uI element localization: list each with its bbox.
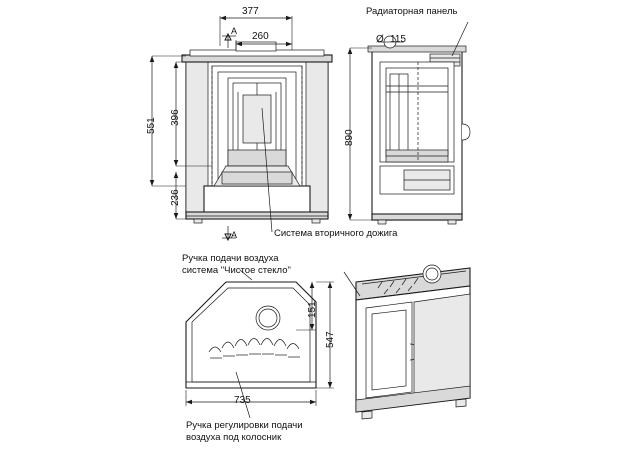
dim-front-height-upper: 396: [170, 109, 181, 126]
dim-top-width: 735: [234, 395, 251, 406]
section-mark-bottom: A: [231, 230, 238, 240]
dim-flue-diameter: 115: [390, 34, 406, 45]
dim-front-width-inner: 260: [252, 31, 269, 42]
label-secondary-burn: Система вторичного дожига: [274, 228, 398, 239]
label-air-supply-handle-line2: система "Чистое стекло": [182, 265, 291, 276]
dim-side-height: 890: [344, 129, 355, 146]
diameter-symbol: Ø: [376, 34, 384, 45]
label-grate-air-handle-line2: воздуха под колосник: [186, 432, 282, 443]
section-mark-top: A: [231, 26, 238, 36]
dim-front-height-total: 551: [146, 117, 157, 134]
dim-front-width-total: 377: [242, 6, 259, 17]
label-air-supply-handle-line1: Ручка подачи воздуха: [182, 253, 279, 264]
label-grate-air-handle-line1: Ручка регулировки подачи: [186, 420, 303, 431]
dim-top-depth: 547: [325, 331, 336, 348]
label-radiator-panel: Радиаторная панель: [366, 6, 458, 17]
dim-top-inner-depth: 151: [307, 301, 318, 318]
dim-front-height-lower: 236: [170, 189, 181, 206]
